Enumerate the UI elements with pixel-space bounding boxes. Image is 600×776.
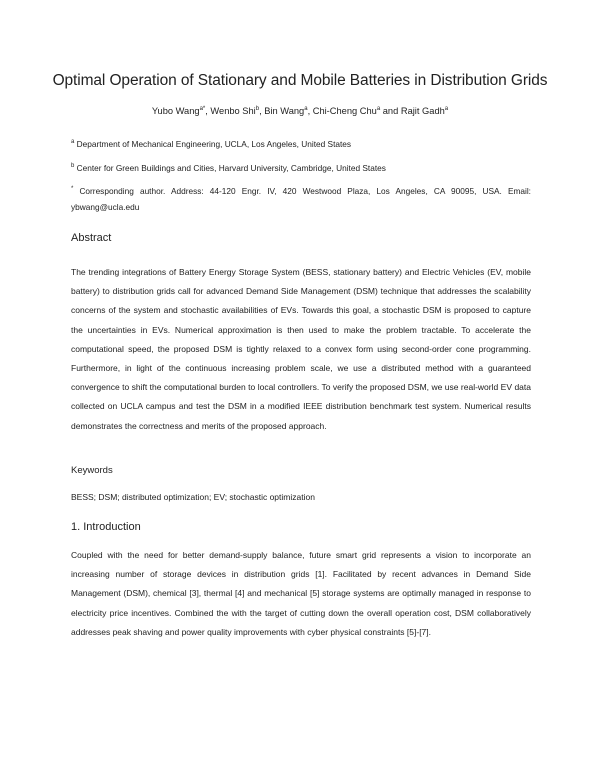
author-name: Wenbo Shi: [210, 106, 256, 116]
author-mark: a*: [199, 105, 206, 112]
introduction-text: Coupled with the need for better demand-supply balance, future smart grid represents a vision to incorporate an increasing number of storage devices in distribution grids [1]. Facilitated by recent advances in Demand Side Management (DSM), chemical [3], thermal [4] and mechanical [5] storage systems are optimally managed in response to electricity price incentives. Combined the with the target of cutting down the overall operation cost, DSM collaboratively addresses peak shaving and power quality improvements with cyber physical constraints [5]-[7].: [71, 550, 531, 637]
paper-title: Optimal Operation of Stationary and Mobile Batteries in Distribution Grids: [52, 72, 548, 89]
affiliation-text: Department of Mechanical Engineering, UCLA, Los Angeles, United States: [74, 139, 352, 149]
author-mark: a: [444, 105, 449, 112]
author-separator: ,: [205, 106, 211, 116]
corresponding-text: Corresponding author. Address: 44-120 Engr. IV, 420 Westwood Plaza, Los Angeles, CA 90095, USA. Email: ybwang@ucla.edu: [71, 186, 531, 212]
abstract-text: The trending integrations of Battery Energy Storage System (BESS, stationary battery) and Electric Vehicles (EV, mobile battery) to distribution grids call for advanced Demand Side Management (DSM) technique that addresses the scalability concerns of the system and stochastic availabilities of EVs. Towards this goal, a stochastic DSM is proposed to capture the uncertainties in EVs. Numerical approximation is then used to make the problem tractable. To accelerate the computational speed, the proposed DSM is tightly relaxed to a convex form using second-order cone programming. Furthermore, in light of the continuous increasing problem scale, we use a distributed method with a guaranteed convergence to shift the computational burden to local controllers. To verify the proposed DSM, we use real-world EV data collected on UCLA campus and test the DSM in a modified IEEE distribution benchmark test system. Numerical results demonstrates the correctness and merits of the proposed approach.: [71, 267, 531, 431]
affiliation-a: [71, 136, 531, 152]
keywords-heading: Keywords: [71, 465, 113, 476]
corresponding-author-note: [71, 183, 531, 215]
author-mark: a: [304, 105, 308, 112]
author-name: Chi-Cheng Chu: [312, 106, 377, 116]
author-name: Rajit Gadh: [400, 106, 445, 116]
affiliation-b: [71, 160, 531, 176]
affiliation-text: Center for Green Buildings and Cities, Harvard University, Cambridge, United States: [74, 163, 386, 173]
author-mark: b: [255, 105, 260, 112]
affiliation-mark: a: [71, 139, 75, 146]
author-name: Bin Wang: [264, 106, 305, 116]
introduction-heading: 1. Introduction: [71, 521, 141, 533]
corresponding-mark: *: [71, 186, 74, 193]
author-mark: a: [376, 105, 381, 112]
affiliation-mark: b: [71, 163, 75, 170]
author-list: [40, 106, 560, 116]
author-name: Yubo Wang: [151, 106, 200, 116]
abstract-heading: Abstract: [71, 232, 112, 244]
author-separator: ,: [259, 106, 265, 116]
author-separator: and: [380, 106, 401, 116]
author-separator: ,: [307, 106, 313, 116]
keywords-text: BESS; DSM; distributed optimization; EV; stochastic optimization: [71, 492, 315, 502]
